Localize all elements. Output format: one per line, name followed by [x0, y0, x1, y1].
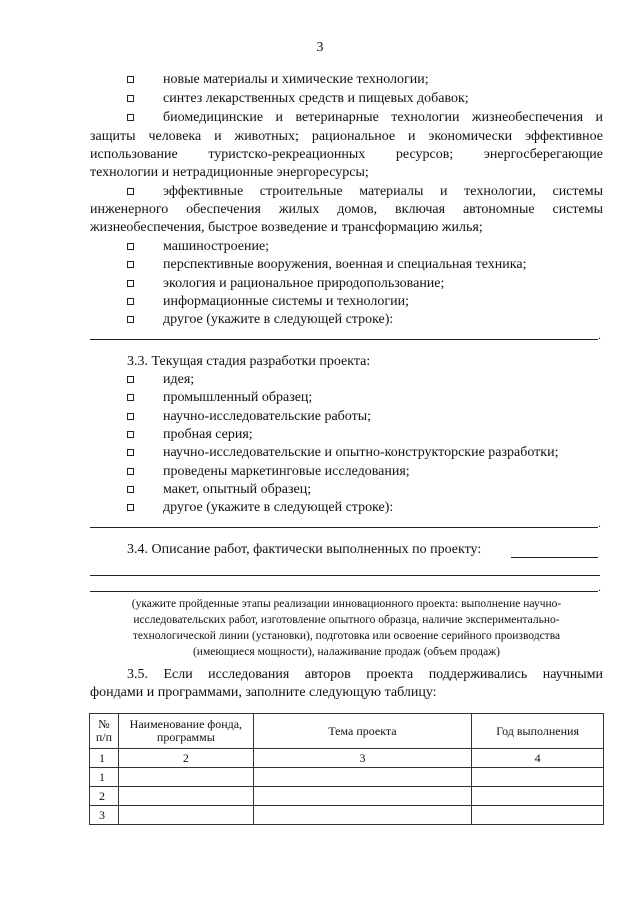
- header-line: программы: [156, 730, 215, 744]
- table-row: [90, 768, 604, 787]
- col-header-year: Год выполнения: [472, 714, 604, 749]
- table-row: [90, 787, 604, 806]
- page-number: 3: [316, 40, 324, 55]
- list-item: [0, 499, 640, 517]
- numbering-cell: 3: [253, 749, 471, 768]
- checkbox[interactable]: [127, 376, 134, 383]
- table-header-row: [90, 714, 604, 749]
- list-item: [0, 238, 640, 256]
- checkbox[interactable]: [127, 280, 134, 287]
- list-item: [0, 71, 640, 89]
- row-number: 3: [90, 806, 119, 825]
- list-item-label: научно-исследовательские работы;: [163, 409, 372, 424]
- note-line: технологической линии (установки), подготовка или освоение серийного производства: [132, 630, 561, 642]
- col-header-number: [90, 714, 119, 749]
- col-header-topic: Тема проекта: [253, 714, 471, 749]
- list-item-biomed: [163, 109, 603, 127]
- line-end-dot: .: [598, 328, 601, 342]
- list-item-label: перспективные вооружения, военная и специальная техника;: [163, 257, 527, 272]
- list-item-label: идея;: [163, 372, 195, 387]
- header-line: №: [98, 717, 110, 731]
- list-item-label: экология и рациональное природопользование;: [163, 276, 445, 291]
- header-line: Наименование фонда,: [129, 717, 243, 731]
- description-input-line[interactable]: [90, 575, 600, 576]
- checkbox[interactable]: [127, 95, 134, 102]
- list-item-label: промышленный образец;: [163, 390, 313, 405]
- list-item-label: другое (укажите в следующей строке):: [163, 500, 394, 515]
- line-end-dot: .: [598, 516, 601, 530]
- list-item: [0, 90, 640, 108]
- checkbox[interactable]: [127, 449, 134, 456]
- instruction-note: [90, 596, 603, 660]
- year-cell[interactable]: [472, 787, 604, 806]
- topic-cell[interactable]: [253, 806, 471, 825]
- description-input-line[interactable]: [90, 591, 598, 592]
- checkbox[interactable]: [127, 431, 134, 438]
- list-item-label: биомедицинские и ветеринарные технологии жизнеобеспечения и: [163, 110, 603, 125]
- list-item-label: эффективные строительные материалы и технологии, системы: [163, 184, 603, 199]
- fund-cell[interactable]: [118, 787, 253, 806]
- year-cell[interactable]: [472, 768, 604, 787]
- row-number: 2: [90, 787, 119, 806]
- table-row: [90, 806, 604, 825]
- year-cell[interactable]: [472, 806, 604, 825]
- header-line: п/п: [95, 730, 113, 744]
- text-line: технологии и нетрадиционные энергоресурсы;: [90, 165, 369, 180]
- list-item: [0, 275, 640, 293]
- checkbox[interactable]: [127, 316, 134, 323]
- list-item: [0, 256, 640, 274]
- note-line: (укажите пройденные этапы реализации инновационного проекта: выполнение научно-: [131, 598, 562, 610]
- list-item-label: пробная серия;: [163, 427, 253, 442]
- note-line: (имеющиеся мощности), налаживание продаж (объем продаж): [192, 646, 501, 658]
- list-item-construction: [163, 183, 603, 201]
- checkbox[interactable]: [127, 298, 134, 305]
- col-header-fund: [118, 714, 253, 749]
- text-line: использование туристско-рекреационных ресурсов; энергосберегающие: [90, 147, 603, 162]
- text-line: фондами и программами, заполните следующую таблицу:: [90, 685, 437, 700]
- list-item-label: машиностроение;: [163, 239, 270, 254]
- text-line: жизнеобеспечения, быстрое возведение и трансформацию жилья;: [90, 220, 483, 235]
- numbering-cell: 2: [118, 749, 253, 768]
- list-item-label: проведены маркетинговые исследования;: [163, 464, 410, 479]
- list-item: [0, 371, 640, 389]
- table-numbering-row: [90, 749, 604, 768]
- fund-cell[interactable]: [118, 806, 253, 825]
- topic-cell[interactable]: [253, 787, 471, 806]
- checkbox[interactable]: [127, 468, 134, 475]
- numbering-cell: 4: [472, 749, 604, 768]
- checkbox[interactable]: [127, 486, 134, 493]
- checkbox[interactable]: [127, 114, 134, 121]
- section-heading-3-5: 3.5. Если исследования авторов проекта поддерживались научными: [127, 667, 603, 682]
- text-line: защиты человека и животных; рациональное и экономически эффективное: [90, 129, 603, 144]
- checkbox[interactable]: [127, 261, 134, 268]
- text-line: инженерного обеспечения жилых домов, включая автономные системы: [90, 202, 603, 217]
- section-heading-3-3: 3.3. Текущая стадия разработки проекта:: [127, 354, 371, 369]
- list-item-label: другое (укажите в следующей строке):: [163, 312, 394, 327]
- checkbox[interactable]: [127, 243, 134, 250]
- row-number: 1: [90, 768, 119, 787]
- list-item-label: синтез лекарственных средств и пищевых добавок;: [163, 91, 469, 106]
- fund-cell[interactable]: [118, 768, 253, 787]
- list-item-label: информационные системы и технологии;: [163, 294, 409, 309]
- line-end-dot: .: [598, 580, 601, 594]
- list-item: [0, 481, 640, 499]
- funds-table: [89, 713, 604, 825]
- section-heading-3-4: 3.4. Описание работ, фактически выполненных по проекту:: [127, 542, 482, 557]
- list-item-label: научно-исследовательские и опытно-конструкторские разработки;: [163, 445, 559, 460]
- list-item-label: макет, опытный образец;: [163, 482, 312, 497]
- list-item: [0, 463, 640, 481]
- list-item: [0, 311, 640, 329]
- checkbox[interactable]: [127, 188, 134, 195]
- checkbox[interactable]: [127, 413, 134, 420]
- checkbox[interactable]: [127, 76, 134, 83]
- list-item: [0, 444, 640, 462]
- other-input-line[interactable]: [90, 527, 598, 528]
- list-item: [0, 426, 640, 444]
- list-item-label: новые материалы и химические технологии;: [163, 72, 429, 87]
- description-input-line[interactable]: [511, 557, 598, 558]
- list-item: [0, 408, 640, 426]
- list-item: [0, 389, 640, 407]
- checkbox[interactable]: [127, 504, 134, 511]
- topic-cell[interactable]: [253, 768, 471, 787]
- other-input-line[interactable]: [90, 339, 598, 340]
- note-line: исследовательских работ, изготовление опытного образца, наличие экспериментально-: [133, 614, 560, 626]
- numbering-cell: 1: [90, 749, 119, 768]
- list-item: [0, 293, 640, 311]
- checkbox[interactable]: [127, 394, 134, 401]
